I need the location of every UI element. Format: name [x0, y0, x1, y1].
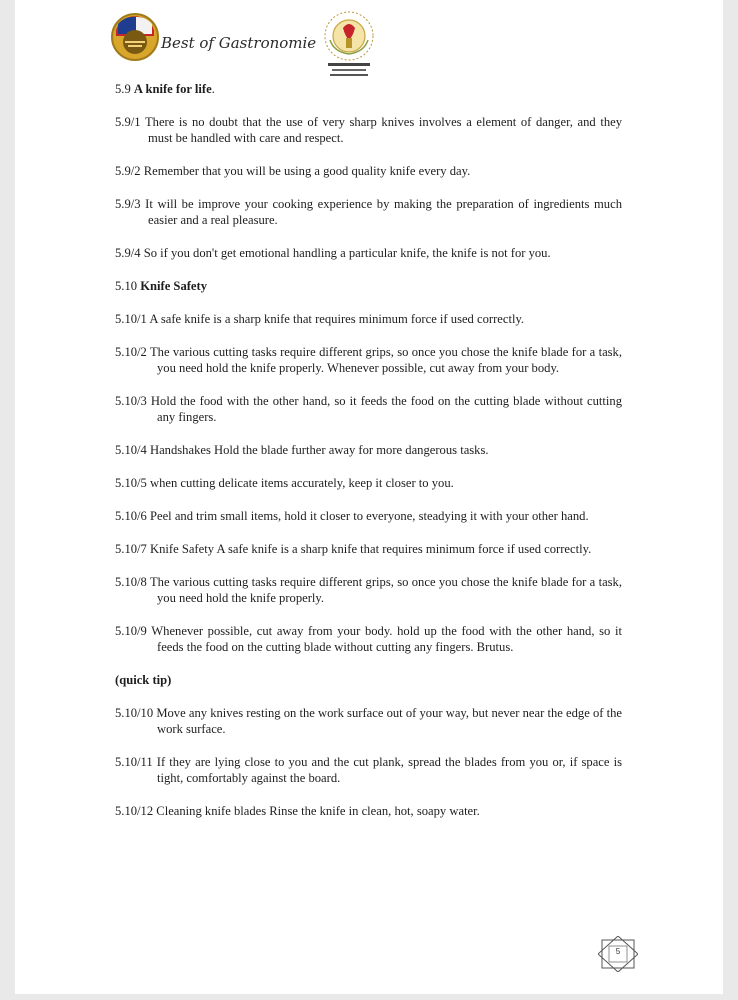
- paragraph-number: 5.10/9: [115, 624, 147, 638]
- numbered-paragraph: [115, 705, 622, 737]
- section-heading: [115, 278, 622, 294]
- paragraph-text: If they are lying close to you and the cut plank, spread the blades from you or, if space is tight, comfortably against the board.: [156, 755, 622, 785]
- document-body: [115, 81, 622, 836]
- section-number: 5.9: [115, 82, 131, 96]
- paragraph-text: It will be improve your cooking experience by making the preparation of ingredients much easier and a real pleasure.: [145, 197, 622, 227]
- paragraph-number: 5.10/2: [115, 345, 147, 359]
- paragraph-number: 5.9/2: [115, 164, 141, 178]
- numbered-paragraph: [115, 754, 622, 786]
- numbered-paragraph: [115, 344, 622, 376]
- brand-name: Best of Gastronomie: [161, 34, 317, 52]
- paragraph-number: 5.9/3: [115, 197, 141, 211]
- numbered-paragraph: [115, 163, 622, 179]
- numbered-paragraph: [115, 442, 622, 458]
- paragraph-number: 5.10/12: [115, 804, 154, 818]
- numbered-paragraph: [115, 623, 622, 655]
- paragraph-number: 5.9/1: [115, 115, 141, 129]
- paragraph-number: 5.10/7: [115, 542, 147, 556]
- numbered-paragraph: [115, 393, 622, 425]
- paragraph-number: 5.10/5: [115, 476, 147, 490]
- paragraph-text: So if you don't get emotional handling a particular knife, the knife is not for you.: [143, 246, 551, 260]
- numbered-paragraph: [115, 803, 622, 819]
- paragraph-text: The various cutting tasks require different grips, so once you chose the knife blade for a task, you need hold the knife properly. Whenever possible, cut away from your body.: [149, 345, 623, 375]
- section-number: 5.10: [115, 279, 138, 293]
- numbered-paragraph: [115, 574, 622, 606]
- numbered-paragraph: [115, 114, 622, 146]
- numbered-paragraph: [115, 508, 622, 524]
- paragraph-text: when cutting delicate items accurately, keep it closer to you.: [150, 476, 454, 490]
- numbered-paragraph: [115, 245, 622, 261]
- paragraph-text: There is no doubt that the use of very sharp knives involves a element of danger, and they must be handled with care and respect.: [144, 115, 623, 145]
- paragraph-number: 5.10/1: [115, 312, 147, 326]
- paragraph-number: 5.10/8: [115, 575, 147, 589]
- paragraph-text: The various cutting tasks require different grips, so once you chose the knife blade for a task, you need hold the knife properly.: [149, 575, 623, 605]
- paragraph-number: 5.10/11: [115, 755, 153, 769]
- paragraph-number: 5.9/4: [115, 246, 141, 260]
- paragraph-text: Whenever possible, cut away from your body. hold up the food with the other hand, so it feeds the food on the cutting blade without cutting any fingers. Brutus.: [151, 624, 622, 654]
- paragraph-text: Knife Safety A safe knife is a sharp knife that requires minimum force if used correctly.: [150, 542, 592, 556]
- paragraph-text: Cleaning knife blades Rinse the knife in clean, hot, soapy water.: [156, 804, 480, 818]
- paragraph-text: Peel and trim small items, hold it closer to everyone, steadying it with your other hand.: [150, 509, 589, 523]
- paragraph-text: Move any knives resting on the work surface out of your way, but never near the edge of the work surface.: [156, 706, 622, 736]
- numbered-paragraph: [115, 475, 622, 491]
- quick-tip-label: (quick tip): [115, 673, 172, 687]
- paragraph-text: Remember that you will be using a good quality knife every day.: [143, 164, 471, 178]
- paragraph-number: 5.10/10: [115, 706, 154, 720]
- section-title: A knife for life: [133, 82, 212, 96]
- paragraph-number: 5.10/4: [115, 443, 147, 457]
- paragraph-text: Handshakes Hold the blade further away for more dangerous tasks.: [150, 443, 489, 457]
- numbered-paragraph: [115, 541, 622, 557]
- numbered-paragraph: [115, 196, 622, 228]
- paragraph-text: A safe knife is a sharp knife that requires minimum force if used correctly.: [149, 312, 525, 326]
- paragraph-number: 5.10/6: [115, 509, 147, 523]
- paragraph-number: 5.10/3: [115, 394, 147, 408]
- academy-logo-icon: [318, 8, 380, 78]
- brand-logo-icon: [110, 12, 160, 62]
- section-title: Knife Safety: [140, 279, 208, 293]
- numbered-paragraph: [115, 311, 622, 327]
- section-title-suffix: .: [211, 82, 215, 96]
- page-number: 5: [615, 947, 621, 956]
- section-heading: [115, 81, 622, 97]
- paragraph-text: Hold the food with the other hand, so it feeds the food on the cutting blade without cutting any fingers.: [150, 394, 622, 424]
